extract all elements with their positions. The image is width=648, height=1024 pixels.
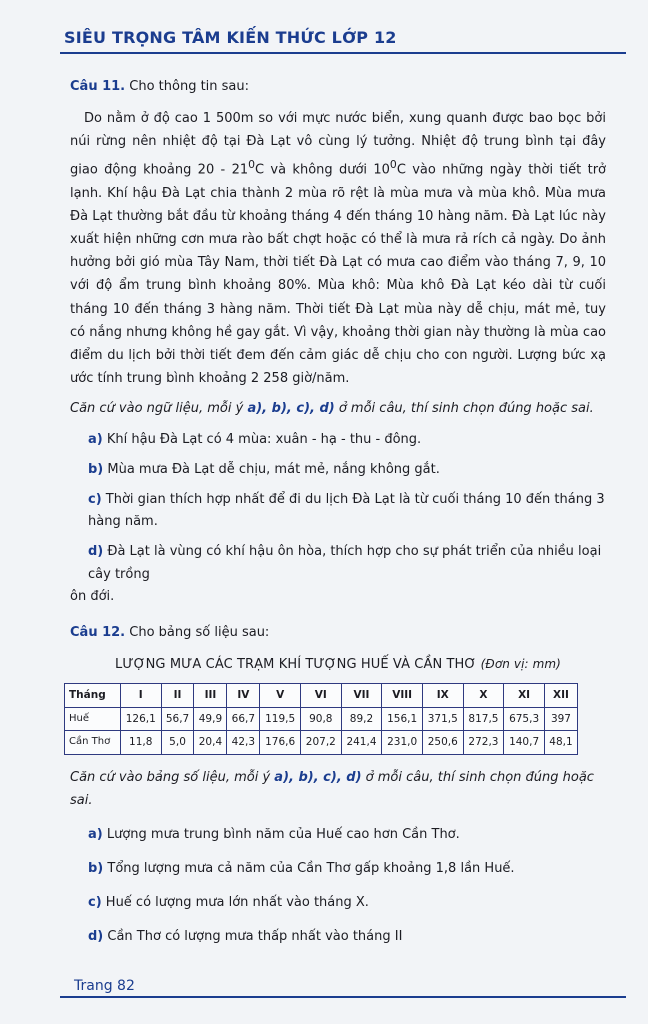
q12-options — [70, 824, 606, 948]
table-cell: 250,6 — [422, 731, 463, 755]
table-cell: 231,0 — [382, 731, 423, 755]
option-text: Tổng lượng mưa cả năm của Cần Thơ gấp khoảng 1,8 lần Huế. — [103, 861, 515, 877]
option-text: Đà Lạt là vùng có khí hậu ôn hòa, thích hợp cho sự phát triển của nhiều loại cây trồng — [88, 544, 602, 582]
option-text: Thời gian thích hợp nhất để đi du lịch Đà Lạt là từ cuối tháng 10 đến tháng 3 hàng năm. — [88, 492, 605, 530]
option-text: Huế có lượng mưa lớn nhất vào tháng X. — [101, 895, 369, 911]
q12-option-b — [88, 858, 606, 880]
option-text: Cần Thơ có lượng mưa thấp nhất vào tháng II — [103, 929, 403, 945]
table-cell: 397 — [544, 707, 577, 731]
table-row-can-tho — [65, 731, 578, 755]
header-cell: Tháng — [65, 683, 121, 707]
table-cell: 5,0 — [161, 731, 194, 755]
q11-title — [70, 76, 606, 99]
option-text-continued: ôn đới. — [70, 588, 115, 604]
header-cell: VIII — [382, 683, 423, 707]
option-label: a) — [88, 432, 103, 448]
q12-option-c — [88, 892, 606, 914]
table-row-hue — [65, 707, 578, 731]
table-cell: 90,8 — [300, 707, 341, 731]
page-number: Trang 82 — [74, 978, 135, 994]
q11-instruction: Căn cứ vào ngữ liệu, mỗi ý a), b), c), d) ở mỗi câu, thí sinh chọn đúng hoặc sai. — [70, 401, 594, 417]
header-rule — [60, 52, 626, 54]
q12-instruction: Căn cứ vào bảng số liệu, mỗi ý a), b), c), d) ở mỗi câu, thí sinh chọn đúng hoặc sai. — [70, 769, 594, 808]
table-cell: 126,1 — [120, 707, 161, 731]
option-label: a) — [88, 827, 103, 843]
q12-title — [70, 622, 606, 645]
option-label: d) — [88, 544, 104, 560]
table-cell: 89,2 — [341, 707, 382, 731]
q12-number: Câu 12. — [70, 625, 126, 641]
option-text: Mùa mưa Đà Lạt dễ chịu, mát mẻ, nắng không gắt. — [103, 462, 440, 478]
table-header-row — [65, 683, 578, 707]
table-cell: 272,3 — [463, 731, 504, 755]
q11-option-d — [70, 541, 606, 608]
table-cell: 140,7 — [504, 731, 545, 755]
table-cell: 66,7 — [227, 707, 260, 731]
header-title: SIÊU TRỌNG TÂM KIẾN THỨC LỚP 12 — [64, 28, 397, 47]
option-label: c) — [88, 895, 102, 911]
q11-intro: Cho thông tin sau: — [125, 79, 250, 94]
header-cell: I — [120, 683, 161, 707]
header-cell: XI — [504, 683, 545, 707]
q11-paragraph: Do nằm ở độ cao 1 500m so với mực nước biển, xung quanh được bao bọc bởi núi rừng nên nhiệt độ tại Đà Lạt vô cùng lý tưởng. Nhiệt độ trung bình tại đây giao động khoảng $20 - 21^0C$ và không dưới $10^0C$ vào những ngày thời tiết trở lạnh. Khí hậu Đà Lạt chia thành 2 mùa rõ rệt là mùa mưa và mùa khô. Mùa mưa Đà Lạt thường bắt đầu từ khoảng tháng 4 đến tháng 10 hàng năm. Đà Lạt lúc này xuất hiện những cơn mưa rào bất chợt hoặc có thể là mưa rả rích cả ngày. Do ảnh hưởng bởi gió mùa Tây Nam, thời tiết Đà Lạt có mưa cao điểm vào tháng 7, 9, 10 với độ ẩm trung bình khoảng 80%. Mùa khô: Mùa khô Đà Lạt kéo dài từ cuối tháng 10 đến tháng 3 hàng năm. Thời tiết Đà Lạt mùa này dễ chịu, mát mẻ, tuy có nắng nhưng không hề gay gắt. Vì vậy, khoảng thời gian này thường là mùa cao điểm du lịch bởi thời tiết đem đến cảm giác dễ chịu cho con người. Lượng bức xạ ước tính trung bình khoảng 2 258 giờ/năm. — [70, 110, 606, 387]
table-cell: 49,9 — [194, 707, 227, 731]
header-cell: III — [194, 683, 227, 707]
q12-option-a — [88, 824, 606, 846]
table-cell: Huế — [65, 707, 121, 731]
table-cell: Cần Thơ — [65, 731, 121, 755]
table-title — [70, 653, 606, 677]
table-cell: 371,5 — [422, 707, 463, 731]
q11-number: Câu 11. — [70, 79, 126, 94]
option-text: Khí hậu Đà Lạt có 4 mùa: xuân - hạ - thu - đông. — [102, 432, 422, 448]
table-title-text: LƯỢNG MƯA CÁC TRẠM KHÍ TƯỢNG HUẾ VÀ CẦN THƠ — [115, 657, 481, 673]
q11-option-a — [88, 429, 606, 451]
table-unit: (Đơn vị: mm) — [480, 657, 561, 672]
table-cell: 675,3 — [504, 707, 545, 731]
header-cell: IV — [227, 683, 260, 707]
option-label: d) — [88, 929, 104, 945]
table-cell: 56,7 — [161, 707, 194, 731]
option-label: c) — [88, 492, 102, 508]
header-cell: VII — [341, 683, 382, 707]
footer-rule — [60, 996, 626, 998]
content — [70, 76, 606, 948]
q11-option-b — [88, 459, 606, 481]
header-cell: VI — [300, 683, 341, 707]
table-cell: 817,5 — [463, 707, 504, 731]
q12-intro: Cho bảng số liệu sau: — [125, 625, 270, 641]
q11-option-c — [88, 489, 606, 533]
option-label: b) — [88, 462, 104, 478]
rainfall-table — [64, 683, 578, 755]
option-text: Lượng mưa trung bình năm của Huế cao hơn Cần Thơ. — [102, 827, 460, 843]
table-cell: 20,4 — [194, 731, 227, 755]
header-cell: V — [260, 683, 301, 707]
table-cell: 48,1 — [544, 731, 577, 755]
header-cell: XII — [544, 683, 577, 707]
header-cell: IX — [422, 683, 463, 707]
table-cell: 42,3 — [227, 731, 260, 755]
table-cell: 11,8 — [120, 731, 161, 755]
table-cell: 207,2 — [300, 731, 341, 755]
option-label: b) — [88, 861, 104, 877]
table-cell: 176,6 — [260, 731, 301, 755]
table-cell: 156,1 — [382, 707, 423, 731]
table-cell: 119,5 — [260, 707, 301, 731]
table-cell: 241,4 — [341, 731, 382, 755]
header-cell: II — [161, 683, 194, 707]
q12-option-d — [88, 926, 606, 948]
header-cell: X — [463, 683, 504, 707]
